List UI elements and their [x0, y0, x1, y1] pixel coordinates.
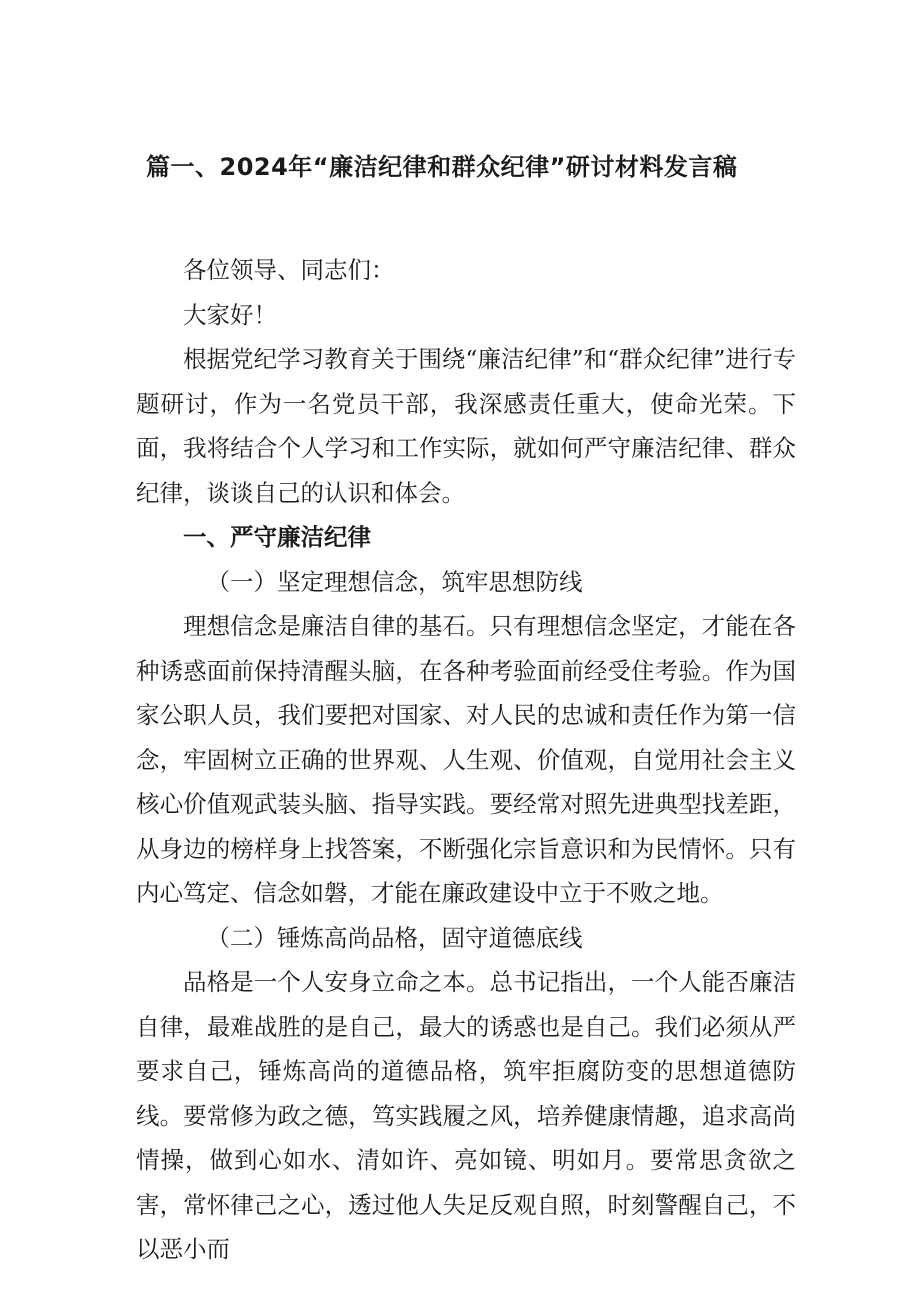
- subsection-heading-2: （二）锤炼高尚品格，固守道德底线: [206, 923, 583, 952]
- salutation: 各位领导、同志们：: [183, 256, 395, 284]
- intro-paragraph: 根据党纪学习教育关于围绕“廉洁纪律”和“群众纪律”进行专题研讨，作为一名党员干部，我深感责任重大，使命光荣。下面，我将结合个人学习和工作实际，就如何严守廉洁纪律、群众纪律，谈谈自己的认识和体会。: [136, 345, 796, 507]
- subsection-paragraph-2: 品格是一个人安身立命之本。总书记指出，一个人能否廉洁自律，最难战胜的是自己，最大的诱惑也是自己。我们必须从严要求自己，锤炼高尚的道德品格，筑牢拒腐防变的思想道德防线。要常修为政之德，笃实践履之风，培养健康情趣，追求高尚情操，做到心如水、清如许、亮如镜、明如月。要常思贪欲之害，常怀律己之心，透过他人失足反观自照，时刻警醒自己，不以恶小而: [136, 968, 796, 1263]
- subsection-heading-1: （一）坚定理想信念，筑牢思想防线: [206, 567, 583, 596]
- section-heading-1: 一、严守廉洁纪律: [183, 523, 371, 551]
- document-body: [136, 248, 796, 1272]
- subsection-paragraph-1: 理想信念是廉洁自律的基石。只有理想信念坚定，才能在各种诱惑面前保持清醒头脑，在各种考验面前经受住考验。作为国家公职人员，我们要把对国家、对人民的忠诚和责任作为第一信念，牢固树立正确的世界观、人生观、价值观，自觉用社会主义核心价值观武装头脑、指导实践。要经常对照先进典型找差距，从身边的榜样身上找答案，不断强化宗旨意识和为民情怀。只有内心笃定、信念如磐，才能在廉政建设中立于不败之地。: [136, 612, 796, 907]
- document-title: 篇一、2024年“廉洁纪律和群众纪律”研讨材料发言稿: [146, 153, 738, 181]
- greeting: 大家好！: [183, 300, 277, 329]
